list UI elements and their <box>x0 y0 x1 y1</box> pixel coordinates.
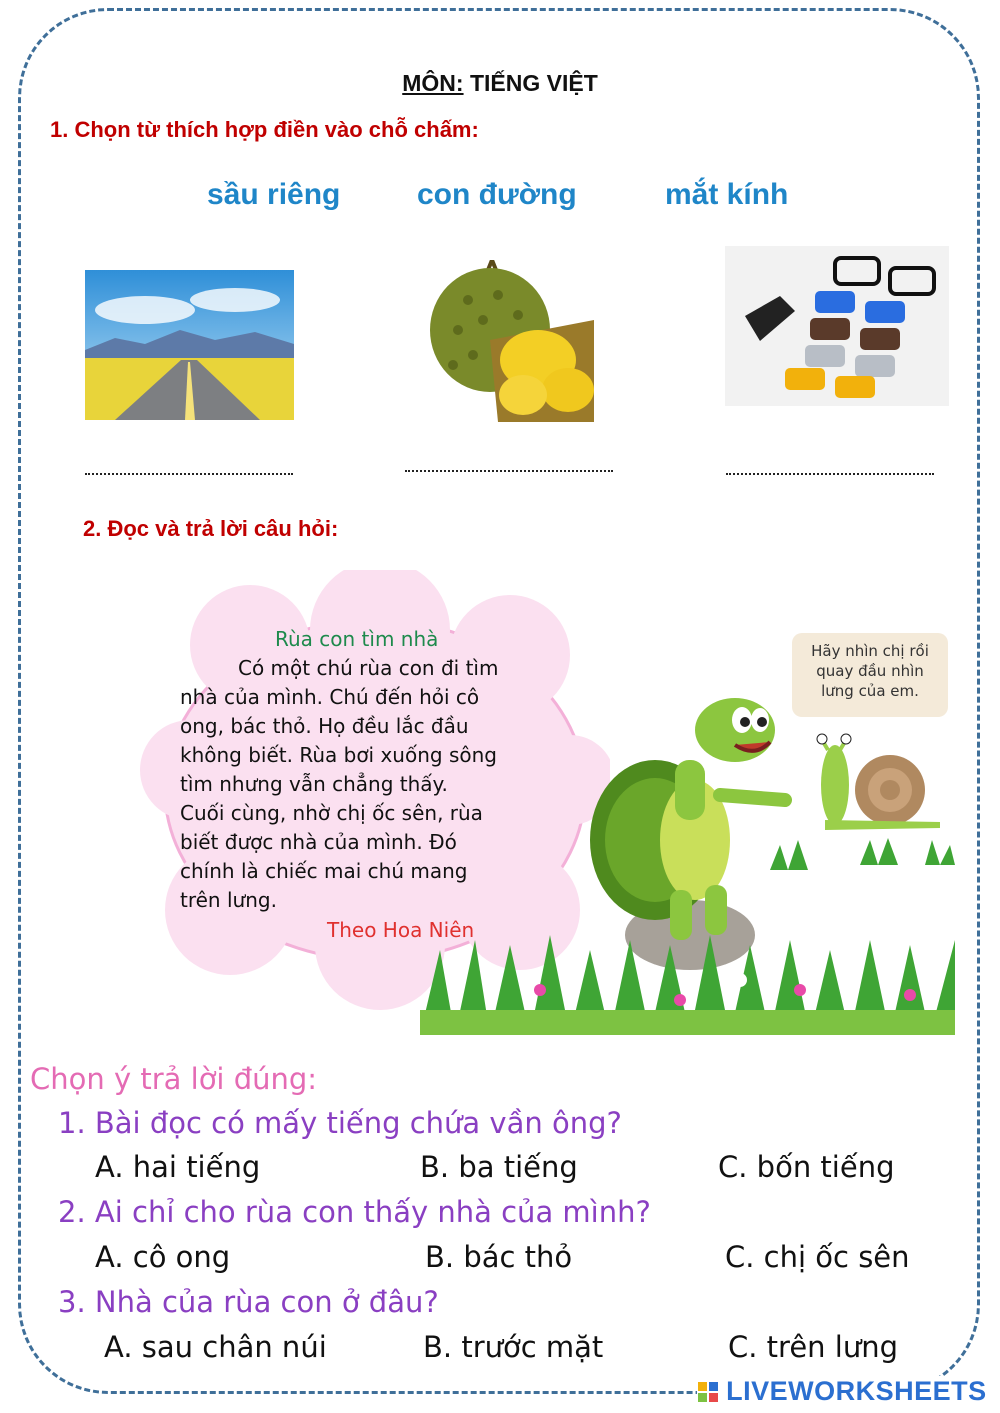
q3-option-c[interactable]: C. trên lưng <box>728 1330 899 1364</box>
q2-option-a[interactable]: A. cô ong <box>95 1240 231 1274</box>
story-line: chính là chiếc mai chú mang <box>180 859 468 883</box>
word-option-durian[interactable]: sầu riêng <box>207 178 341 211</box>
road-image <box>85 270 294 420</box>
story-line: Có một chú rùa con đi tìm <box>238 656 499 680</box>
story-line: nhà của mình. Chú đến hỏi cô <box>180 685 480 709</box>
answer-line-2[interactable] <box>405 470 613 472</box>
story-line: tìm nhưng vẫn chẳng thấy. <box>180 772 448 796</box>
story-line: ong, bác thỏ. Họ đều lắc đầu <box>180 714 469 738</box>
speech-line: quay đầu nhìn <box>816 662 924 680</box>
road-illustration <box>85 270 294 420</box>
section2-heading: 2. Đọc và trả lời câu hỏi: <box>83 516 339 541</box>
answer-line-3[interactable] <box>726 473 934 475</box>
story-author: Theo Hoa Niên <box>327 918 475 942</box>
scene-svg <box>420 690 955 1035</box>
speech-line: Hãy nhìn chị rồi <box>811 642 929 660</box>
section1-heading: 1. Chọn từ thích hợp điền vào chỗ chấm: <box>50 117 479 142</box>
story-line: Cuối cùng, nhờ chị ốc sên, rùa <box>180 801 483 825</box>
quiz-instruction: Chọn ý trả lời đúng: <box>30 1062 318 1096</box>
durian-image <box>428 260 594 422</box>
turtle-snail-illustration <box>420 690 955 1035</box>
word-option-road[interactable]: con đường <box>417 178 577 211</box>
story-line: không biết. Rùa bơi xuống sông <box>180 743 497 767</box>
speech-line: lưng của em. <box>821 682 919 700</box>
page-title <box>0 70 1000 97</box>
answer-line-1[interactable] <box>85 473 293 475</box>
story-line: trên lưng. <box>180 888 277 912</box>
q3-option-a[interactable]: A. sau chân núi <box>104 1330 327 1364</box>
question-2: 2. Ai chỉ cho rùa con thấy nhà của mình? <box>58 1195 651 1229</box>
word-option-glasses[interactable]: mắt kính <box>665 178 789 211</box>
q1-option-b[interactable]: B. ba tiếng <box>420 1150 578 1184</box>
q2-option-c[interactable]: C. chị ốc sên <box>725 1240 910 1274</box>
story-line: biết được nhà của mình. Đó <box>180 830 457 854</box>
liveworksheets-watermark <box>697 1376 997 1410</box>
q1-option-a[interactable]: A. hai tiếng <box>95 1150 261 1184</box>
story-title: Rùa con tìm nhà <box>275 627 439 651</box>
question-1: 1. Bài đọc có mấy tiếng chứa vần ông? <box>58 1106 622 1140</box>
q3-option-b[interactable]: B. trước mặt <box>423 1330 604 1364</box>
glasses-illustration <box>725 246 949 406</box>
subject-label: MÔN: <box>402 70 464 96</box>
liveworksheets-text: LIVEWORKSHEETS <box>726 1376 987 1406</box>
question-3: 3. Nhà của rùa con ở đâu? <box>58 1285 439 1319</box>
glasses-image <box>725 246 949 406</box>
liveworksheets-logo-icon <box>697 1381 721 1403</box>
durian-illustration <box>428 260 594 422</box>
subject-value: TIẾNG VIỆT <box>469 70 598 96</box>
q1-option-c[interactable]: C. bốn tiếng <box>718 1150 895 1184</box>
q2-option-b[interactable]: B. bác thỏ <box>425 1240 573 1274</box>
